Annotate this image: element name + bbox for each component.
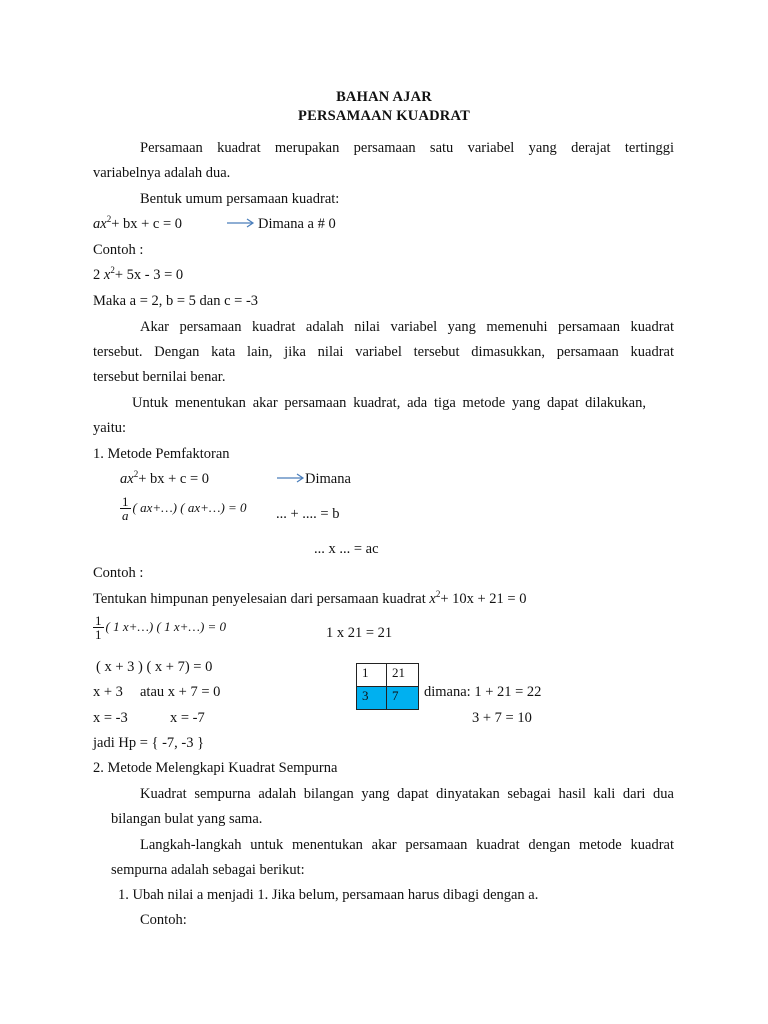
arrow-right-icon: [276, 472, 306, 484]
fraction-numerator: 1: [95, 613, 102, 628]
factor-body: ( ax+…) ( ax+…) = 0: [132, 499, 247, 515]
method-1-note: Dimana: [305, 471, 351, 487]
step-1: 1. Ubah nilai a menjadi 1. Jika belum, persamaan harus dibagi dengan a.: [118, 887, 539, 903]
intro-line-2: variabelnya adalah dua.: [93, 165, 231, 181]
himpunan-penyelesaian: jadi Hp = { -7, -3 }: [93, 735, 205, 751]
solution-line-1a: x + 3: [93, 684, 123, 700]
method-1-title: 1. Metode Pemfaktoran: [93, 446, 230, 462]
eq-ax: ax: [93, 216, 107, 232]
tentukan-exponent: 2: [435, 589, 441, 599]
example-exponent: 2: [110, 265, 115, 275]
fraction-numerator: 1: [122, 494, 129, 509]
example-x: x: [103, 267, 111, 283]
method-1-equation: [120, 470, 209, 488]
akar-line-3: tersebut bernilai benar.: [93, 369, 226, 385]
example-lead: 2: [93, 267, 104, 283]
langkah-line-1: Langkah-langkah untuk menentukan akar persamaan kuadrat dengan metode kuadrat: [140, 837, 674, 853]
dimana-line-1: dimana: 1 + 21 = 22: [424, 684, 542, 700]
method-2-title: 2. Metode Melengkapi Kuadrat Sempurna: [93, 760, 338, 776]
langkah-line-2: sempurna adalah sebagai berikut:: [111, 862, 305, 878]
factored-equation: ( x + 3 ) ( x + 7) = 0: [96, 659, 213, 675]
grid-row: [357, 664, 419, 687]
general-note: Dimana a # 0: [258, 216, 336, 232]
contoh-label-3: Contoh:: [140, 912, 187, 928]
fraction-denominator: 1: [95, 627, 102, 642]
grid-row-highlighted: [357, 687, 419, 710]
akar-line-2: tersebut. Dengan kata lain, jika nilai variabel tersebut dimasukkan, persamaan kuadrat: [93, 344, 674, 360]
product-check: 1 x 21 = 21: [326, 625, 393, 641]
eq-rest: + bx + c = 0: [111, 216, 183, 232]
grid-cell: 21: [387, 664, 419, 687]
tentukan-rest: + 10x + 21 = 0: [440, 591, 527, 607]
dimana-line-2: 3 + 7 = 10: [472, 710, 532, 726]
example-rest: + 5x - 3 = 0: [114, 267, 184, 283]
title-bahan-ajar: BAHAN AJAR: [336, 89, 432, 105]
solution-line-1b: atau x + 7 = 0: [140, 684, 221, 700]
maka-line: Maka a = 2, b = 5 dan c = -3: [93, 293, 259, 309]
example-equation: [93, 266, 183, 284]
bentuk-umum-label: Bentuk umum persamaan kuadrat:: [140, 191, 340, 207]
arrow-right-icon: [226, 217, 256, 229]
m1-exponent: 2: [133, 469, 139, 479]
general-equation: [93, 215, 182, 233]
kuadrat-sempurna-line-2: bilangan bulat yang sama.: [111, 811, 263, 827]
m1-ax: ax: [120, 471, 134, 487]
grid-cell: 3: [357, 687, 387, 710]
tentukan-line: [93, 590, 527, 608]
solution-line-2b: x = -7: [170, 710, 205, 726]
title-persamaan-kuadrat: PERSAMAAN KUADRAT: [298, 108, 470, 124]
kuadrat-sempurna-line-1: Kuadrat sempurna adalah bilangan yang dapat dinyatakan sebagai hasil kali dari dua: [140, 786, 674, 802]
solution-line-2a: x = -3: [93, 710, 128, 726]
tentukan-text: Tentukan himpunan penyelesaian dari persamaan kuadrat: [93, 591, 430, 607]
intro-line-1: Persamaan kuadrat merupakan persamaan satu variabel yang derajat tertinggi: [140, 140, 674, 156]
factor-body: ( 1 x+…) ( 1 x+…) = 0: [105, 618, 227, 634]
factor-grid: [356, 663, 419, 710]
untuk-line-1: Untuk menentukan akar persamaan kuadrat, ada tiga metode yang dapat dilakukan,: [132, 395, 646, 411]
akar-line-1: Akar persamaan kuadrat adalah nilai variabel yang memenuhi persamaan kuadrat: [140, 319, 674, 335]
fraction-denominator: a: [122, 508, 129, 523]
fraction: [120, 495, 131, 522]
fraction: [93, 614, 104, 641]
example-factor-form: [93, 614, 226, 641]
contoh-label: Contoh :: [93, 242, 144, 258]
contoh-label-2: Contoh :: [93, 565, 144, 581]
product-condition: ... x ... = ac: [314, 541, 379, 557]
method-1-factor-form: [120, 495, 247, 522]
untuk-line-2: yaitu:: [93, 420, 127, 436]
m1-rest: + bx + c = 0: [138, 471, 210, 487]
eq-exponent: 2: [106, 214, 112, 224]
grid-cell: 7: [387, 687, 419, 710]
sum-condition: ... + .... = b: [276, 506, 340, 522]
tentukan-x: x: [429, 591, 436, 607]
grid-cell: 1: [357, 664, 387, 687]
